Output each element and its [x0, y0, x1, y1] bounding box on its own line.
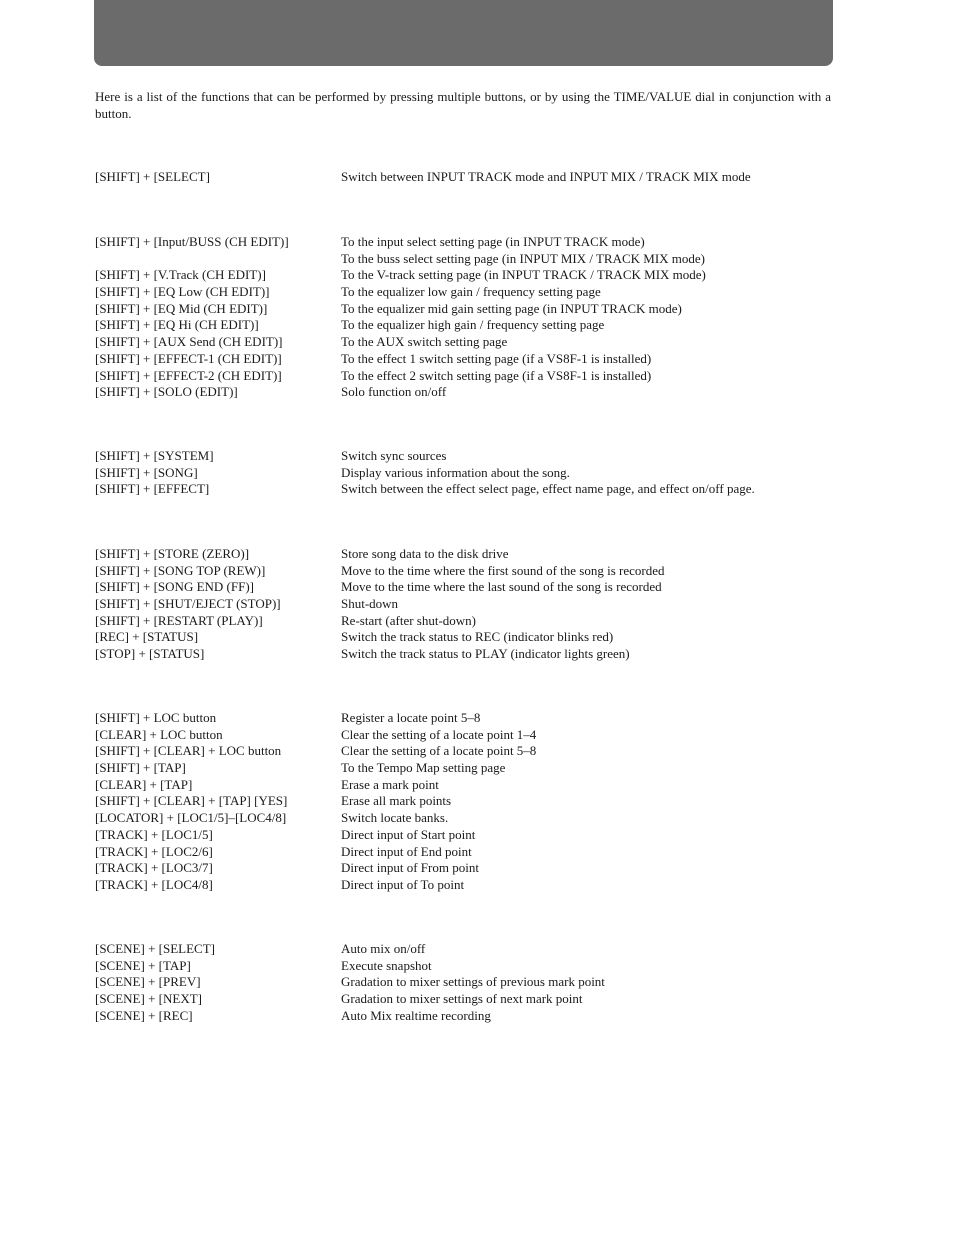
table-row	[95, 267, 835, 284]
function-desc: Clear the setting of a locate point 1–4	[341, 726, 537, 742]
key-combo: [CLEAR] + LOC button	[95, 726, 223, 742]
key-combo	[95, 251, 341, 268]
key-combo: [TRACK] + [LOC4/8]	[95, 876, 213, 892]
function-desc: Erase a mark point	[341, 776, 439, 792]
function-desc: To the equalizer mid gain setting page (in INPUT TRACK mode)	[341, 300, 682, 316]
key-combo: [SCENE] + [NEXT]	[95, 991, 202, 1007]
table-row	[95, 234, 835, 251]
table-row	[95, 727, 835, 744]
key-combo: [SHIFT] + [SHUT/EJECT (STOP)]	[95, 596, 281, 612]
table-row	[95, 546, 835, 563]
section-locator	[95, 710, 835, 894]
key-combo: [TRACK] + [LOC2/6]	[95, 843, 213, 859]
table-row	[95, 301, 835, 318]
table-row	[95, 827, 835, 844]
key-combo: [SHIFT] + [AUX Send (CH EDIT)]	[95, 334, 283, 350]
key-combo: [CLEAR] + [TAP]	[95, 776, 193, 792]
key-combo: [STOP] + [STATUS]	[95, 646, 205, 662]
key-combo: [SCENE] + [REC]	[95, 1007, 193, 1023]
intro-paragraph: Here is a list of the functions that can be performed by pressing multiple buttons, or by using the TIME/VALUE dial in conjunction with a button.	[95, 89, 831, 121]
function-desc: Display various information about the song.	[341, 464, 570, 480]
section-mode	[95, 169, 835, 186]
table-row	[95, 448, 835, 465]
function-desc: Move to the time where the last sound of the song is recorded	[341, 579, 662, 595]
function-desc: Gradation to mixer settings of next mark point	[341, 991, 583, 1007]
function-desc: Direct input of From point	[341, 860, 479, 876]
table-row	[95, 991, 835, 1008]
function-desc: Move to the time where the first sound of the song is recorded	[341, 562, 665, 578]
table-row	[95, 351, 835, 368]
key-combo: [TRACK] + [LOC3/7]	[95, 860, 213, 876]
key-combo: [TRACK] + [LOC1/5]	[95, 826, 213, 842]
function-desc: Direct input of End point	[341, 843, 472, 859]
table-row	[95, 860, 835, 877]
table-row	[95, 334, 835, 351]
function-desc: Erase all mark points	[341, 793, 452, 809]
function-desc: To the input select setting page (in INPUT TRACK mode)	[341, 234, 645, 249]
key-combo: [SCENE] + [SELECT]	[95, 941, 215, 956]
function-desc: Switch the track status to PLAY (indicator lights green)	[341, 646, 630, 662]
table-row	[95, 596, 835, 613]
function-desc: Execute snapshot	[341, 957, 432, 973]
table-row	[95, 613, 835, 630]
key-combo: [REC] + [STATUS]	[95, 629, 199, 645]
table-row	[95, 844, 835, 861]
function-desc: To the AUX switch setting page	[341, 334, 508, 350]
function-desc: Auto mix on/off	[341, 941, 426, 956]
key-combo: [SHIFT] + [SONG]	[95, 464, 198, 480]
function-desc: Shut-down	[341, 596, 399, 612]
key-combo: [SHIFT] + [CLEAR] + [TAP] [YES]	[95, 793, 288, 809]
table-row	[95, 481, 835, 498]
function-desc: To the V-track setting page (in INPUT TRACK / TRACK MIX mode)	[341, 267, 706, 283]
section-transport	[95, 546, 835, 663]
key-combo: [SHIFT] + [EQ Hi (CH EDIT)]	[95, 317, 259, 333]
function-desc: To the effect 2 switch setting page (if a VS8F-1 is installed)	[341, 367, 652, 383]
key-combo: [SHIFT] + [V.Track (CH EDIT)]	[95, 267, 266, 283]
section-channel-edit	[95, 234, 835, 401]
table-row	[95, 877, 835, 894]
table-row	[95, 958, 835, 975]
table-row	[95, 1008, 835, 1025]
table-row	[95, 793, 835, 810]
key-combo: [SHIFT] + [TAP]	[95, 760, 186, 776]
key-combo: [SHIFT] + [SYSTEM]	[95, 448, 214, 463]
function-desc: Switch between the effect select page, effect name page, and effect on/off page.	[341, 481, 755, 497]
key-combo: [SHIFT] + [EFFECT]	[95, 481, 210, 497]
key-combo: [SHIFT] + [STORE (ZERO)]	[95, 546, 250, 561]
function-desc: Clear the setting of a locate point 5–8	[341, 743, 537, 759]
key-combo: [SHIFT] + [EQ Low (CH EDIT)]	[95, 284, 270, 300]
function-desc: To the equalizer high gain / frequency setting page	[341, 317, 605, 333]
function-desc: To the equalizer low gain / frequency setting page	[341, 284, 601, 300]
function-desc: Solo function on/off	[341, 384, 447, 400]
key-combo: [SHIFT] + [Input/BUSS (CH EDIT)]	[95, 234, 289, 249]
key-combo: [SHIFT] + LOC button	[95, 710, 217, 725]
table-row	[95, 777, 835, 794]
table-row	[95, 760, 835, 777]
function-desc: Switch the track status to REC (indicator blinks red)	[341, 629, 614, 645]
key-combo: [SHIFT] + [RESTART (PLAY)]	[95, 612, 263, 628]
key-combo: [SHIFT] + [SELECT]	[95, 169, 210, 184]
table-row	[95, 629, 835, 646]
key-combo: [SHIFT] + [SOLO (EDIT)]	[95, 384, 238, 400]
table-row	[95, 810, 835, 827]
key-combo: [SHIFT] + [CLEAR] + LOC button	[95, 743, 282, 759]
function-desc: Register a locate point 5–8	[341, 710, 481, 725]
key-combo: [SHIFT] + [EQ Mid (CH EDIT)]	[95, 300, 268, 316]
table-row	[95, 317, 835, 334]
table-row	[95, 710, 835, 727]
table-row	[95, 368, 835, 385]
table-row	[95, 169, 835, 186]
header-bar	[94, 0, 833, 66]
table-row	[95, 646, 835, 663]
function-desc: To the buss select setting page (in INPUT MIX / TRACK MIX mode)	[341, 250, 706, 266]
key-combo: [SHIFT] + [EFFECT-2 (CH EDIT)]	[95, 367, 282, 383]
key-combo: [SCENE] + [TAP]	[95, 957, 191, 973]
table-row	[95, 465, 835, 482]
table-row	[95, 384, 835, 401]
function-desc: To the effect 1 switch setting page (if a VS8F-1 is installed)	[341, 350, 652, 366]
function-desc: Switch sync sources	[341, 448, 447, 463]
table-row	[95, 974, 835, 991]
function-desc: Switch between INPUT TRACK mode and INPUT MIX / TRACK MIX mode	[341, 169, 751, 184]
table-row	[95, 563, 835, 580]
key-combo: [LOCATOR] + [LOC1/5]–[LOC4/8]	[95, 810, 287, 826]
table-row	[95, 251, 835, 268]
section-system	[95, 448, 835, 498]
function-desc: Direct input of Start point	[341, 826, 476, 842]
function-desc: Re-start (after shut-down)	[341, 612, 477, 628]
table-row	[95, 743, 835, 760]
function-desc: Gradation to mixer settings of previous mark point	[341, 974, 605, 990]
table-row	[95, 579, 835, 596]
table-row	[95, 284, 835, 301]
function-desc: To the Tempo Map setting page	[341, 760, 506, 776]
key-combo: [SHIFT] + [SONG TOP (REW)]	[95, 562, 266, 578]
function-desc: Store song data to the disk drive	[341, 546, 509, 561]
table-row	[95, 941, 835, 958]
function-desc: Auto Mix realtime recording	[341, 1007, 491, 1023]
function-desc: Switch locate banks.	[341, 810, 449, 826]
key-combo: [SHIFT] + [SONG END (FF)]	[95, 579, 254, 595]
function-desc: Direct input of To point	[341, 876, 465, 892]
key-combo: [SCENE] + [PREV]	[95, 974, 201, 990]
section-scene	[95, 941, 835, 1024]
key-combo: [SHIFT] + [EFFECT-1 (CH EDIT)]	[95, 350, 282, 366]
